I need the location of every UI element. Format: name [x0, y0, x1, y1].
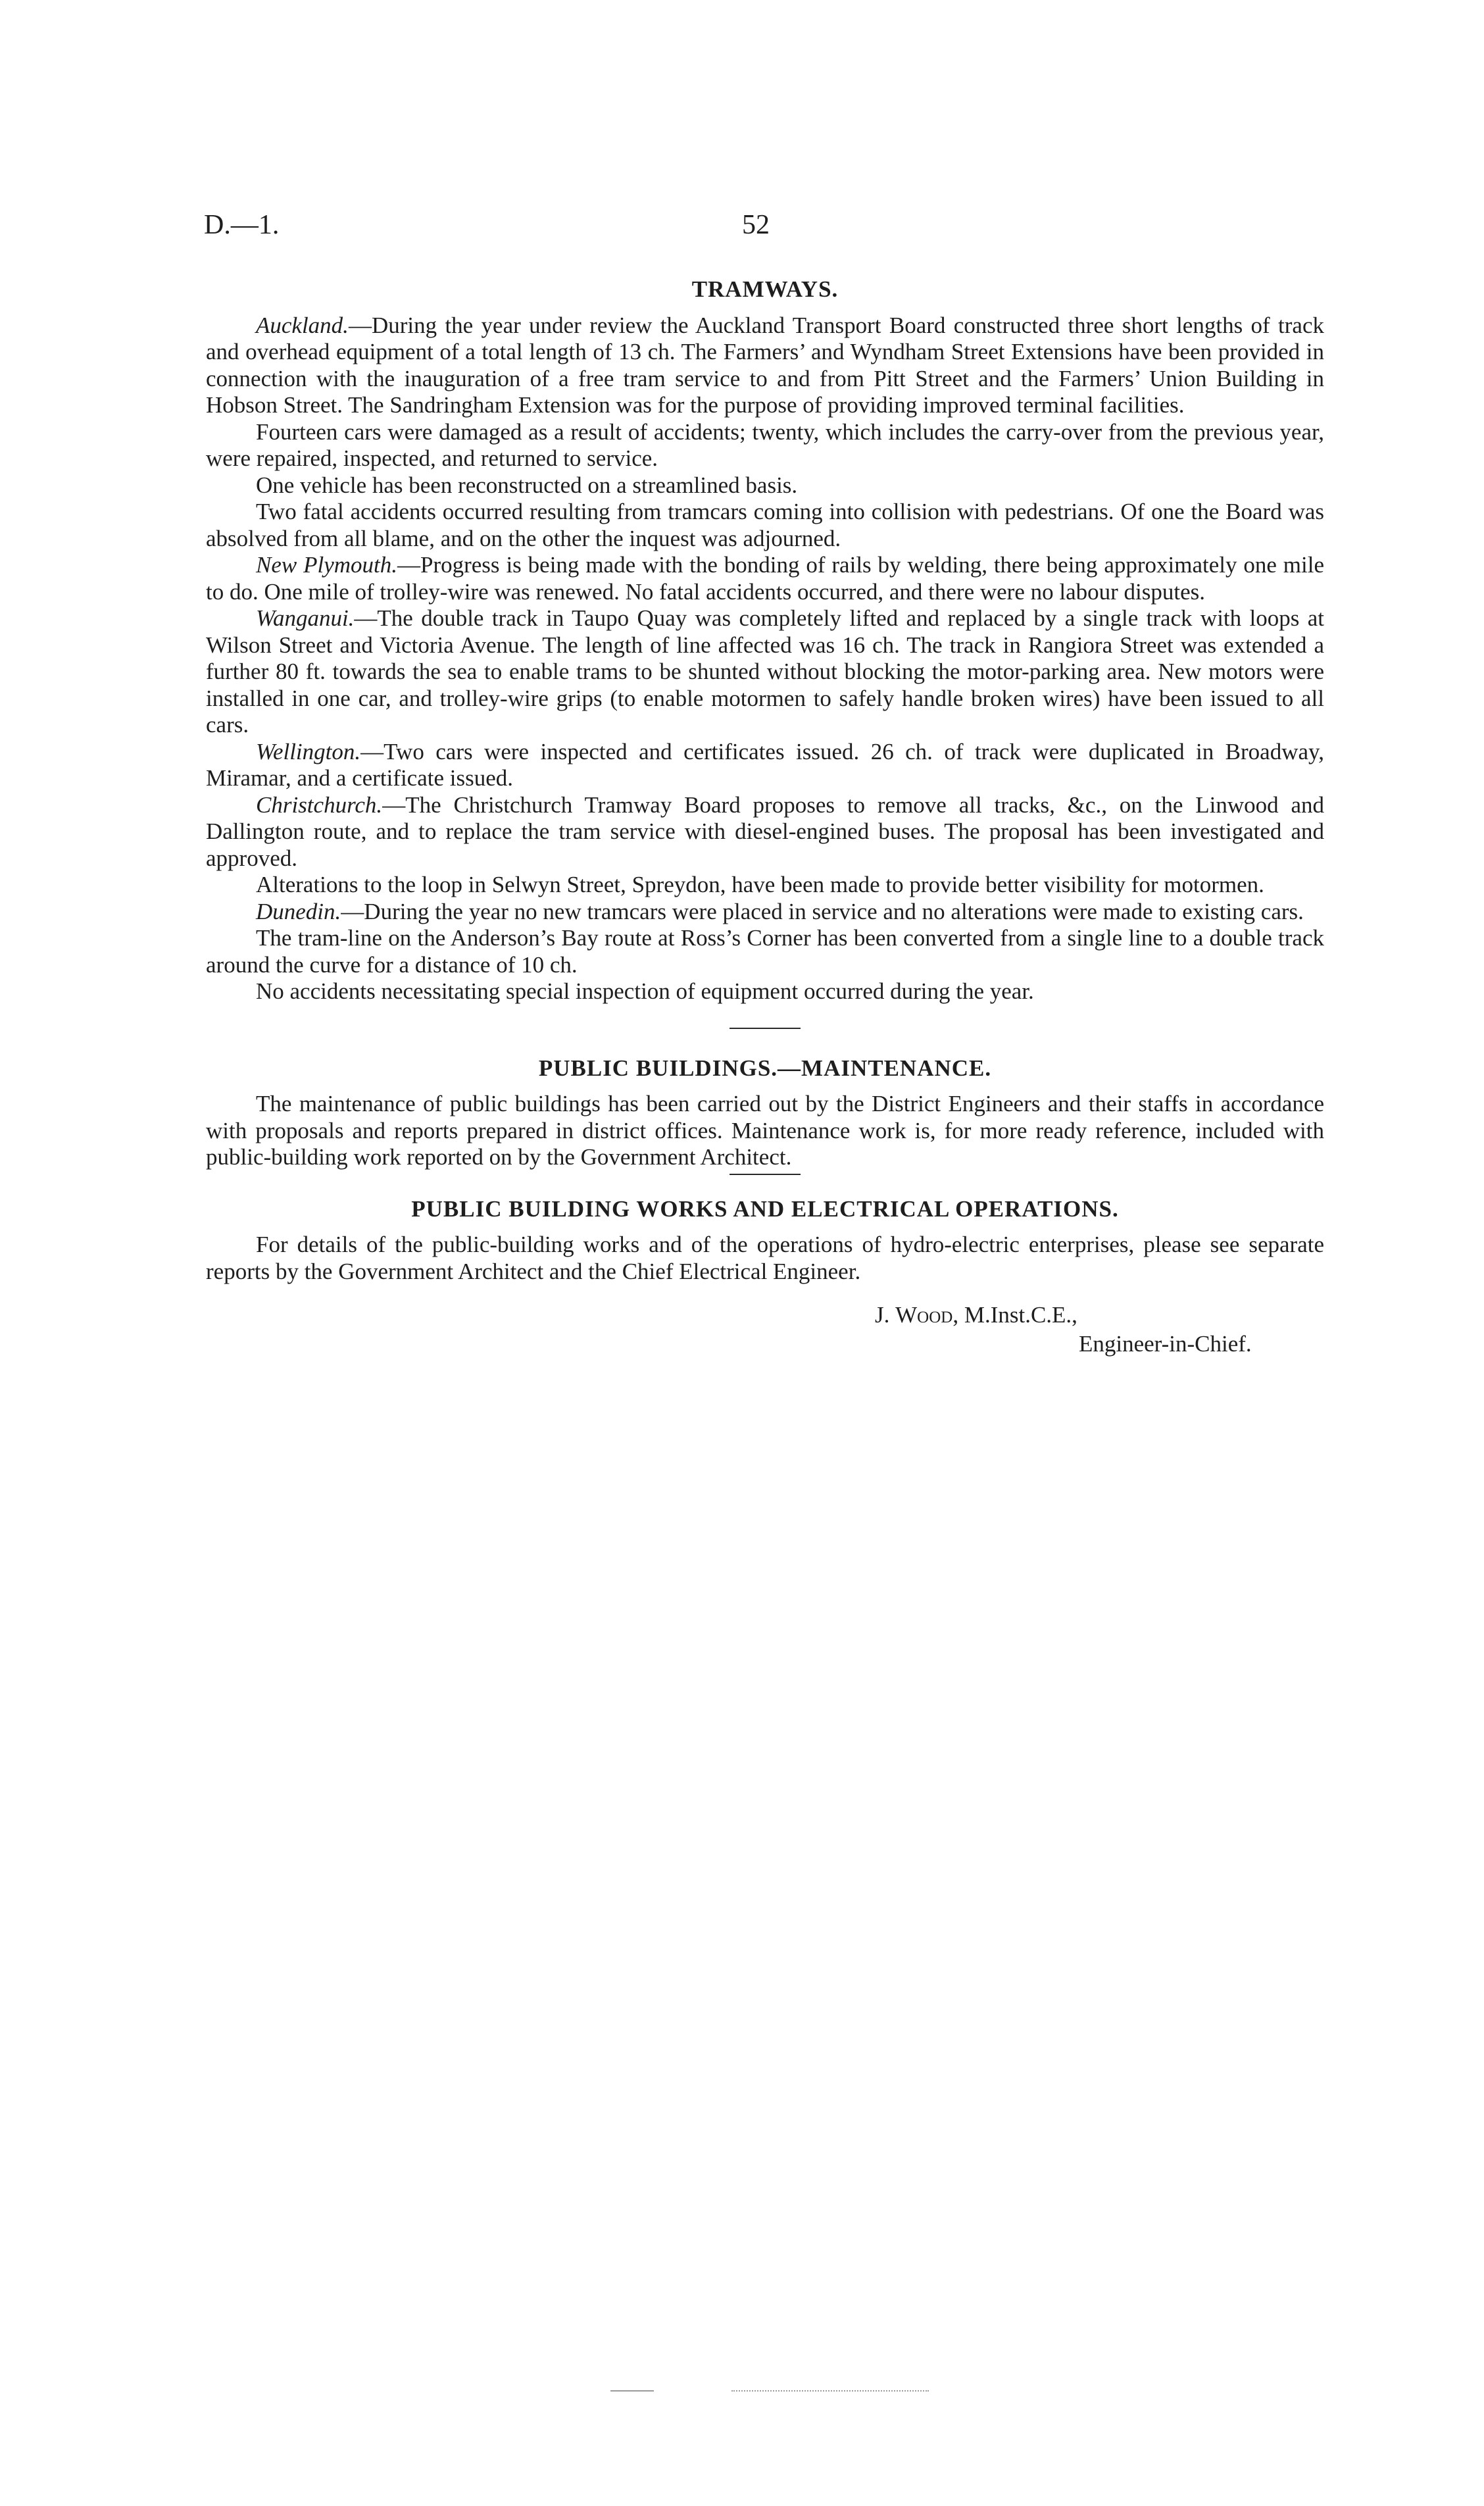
- wanganui-text: —The double track in Taupo Quay was completely lifted and replaced by a single track with loops at Wilson Street and Victoria Avenue. The length of line affected was 16 ch. The track in Rangiora Street was extended a further 80 ft. towards the sea to enable trams to be shunted without blocking the motor-parking area. New motors were installed in one car, and trolley-wire grips (to enable motormen to safely handle broken wires) have been issued to all cars.: [206, 605, 1324, 738]
- signature-title: Engineer-in-Chief.: [1079, 1331, 1252, 1357]
- place-dunedin: Dunedin.: [256, 898, 341, 924]
- auckland-fatal-paragraph: Two fatal accidents occurred resulting from tramcars coming into collision with pedestrians. Of one the Board was absolved from all blame, and on the other the inquest was adjourned.: [206, 499, 1324, 551]
- dunedin-text: —During the year no new tramcars were placed in service and no alterations were made to existing cars.: [341, 898, 1304, 924]
- building-works-paragraph: For details of the public-building works and of the operations of hydro-electric enterprises, please see separate reports by the Government Architect and the Chief Electrical Engineer.: [206, 1232, 1324, 1284]
- place-christchurch: Christchurch.: [256, 791, 383, 818]
- place-wellington: Wellington.: [256, 738, 361, 764]
- dunedin-accidents-paragraph: No accidents necessitating special inspection of equipment occurred during the year.: [256, 978, 1034, 1004]
- place-new-plymouth: New Plymouth.: [256, 552, 397, 578]
- page-number: 52: [742, 210, 770, 240]
- auckland-paragraph: [206, 313, 1324, 419]
- page-reference: D.—1.: [204, 210, 280, 240]
- auckland-vehicle-paragraph: One vehicle has been reconstructed on a streamlined basis.: [256, 472, 798, 498]
- document-body: [206, 276, 1324, 1361]
- new-plymouth-paragraph: [206, 552, 1324, 605]
- signature-block: [206, 1302, 1324, 1361]
- section-divider: [730, 1174, 801, 1175]
- christchurch-loop-paragraph: Alterations to the loop in Selwyn Street, Spreydon, have been made to provide better visibility for motormen.: [256, 872, 1264, 897]
- footer-rule: [610, 2390, 654, 2392]
- christchurch-text: —The Christchurch Tramway Board proposes to remove all tracks, &c., on the Linwood and Dallington route, and to replace the tram service with diesel-engined buses. The proposal has been investigated and approved.: [206, 791, 1324, 871]
- signature-initial: J.: [875, 1302, 896, 1328]
- public-buildings-paragraph: The maintenance of public buildings has been carried out by the District Engineers and their staffs in accordance with proposals and reports prepared in district offices. Maintenance work is, for more ready reference, included with public-building work reported on by the Government Architect.: [206, 1091, 1324, 1170]
- place-auckland: Auckland.: [256, 312, 349, 338]
- auckland-text: —During the year under review the Auckland Transport Board constructed three short lengths of track and overhead equipment of a total length of 13 ch. The Farmers’ and Wyndham Street Extensions have been provided in connection with the inauguration of a free tram service to and from Pitt Street and the Farmers’ Union Building in Hobson Street. The Sandringham Extension was for the purpose of providing improved terminal facilities.: [206, 312, 1324, 418]
- christchurch-paragraph: [206, 792, 1324, 872]
- wellington-paragraph: [206, 739, 1324, 792]
- wellington-text: —Two cars were inspected and certificates issued. 26 ch. of track were duplicated in Broadway, Miramar, and a certificate issued.: [206, 738, 1324, 791]
- new-plymouth-text: —Progress is being made with the bonding of rails by welding, there being approximately one mile to do. One mile of trolley-wire was renewed. No fatal accidents occurred, and there were no labour disputes.: [206, 552, 1324, 605]
- building-works-heading: PUBLIC BUILDING WORKS AND ELECTRICAL OPERATIONS.: [411, 1195, 1119, 1222]
- auckland-accidents-paragraph: Fourteen cars were damaged as a result of accidents; twenty, which includes the carry-over from the previous year, were repaired, inspected, and returned to service.: [206, 418, 1324, 471]
- dunedin-tramline-paragraph: The tram-line on the Anderson’s Bay route at Ross’s Corner has been converted from a single line to a double track around the curve for a distance of 10 ch.: [206, 925, 1324, 978]
- section-divider: [730, 1028, 801, 1029]
- signature-name: [875, 1302, 1077, 1329]
- footer-rule: [731, 2390, 929, 2392]
- signature-qualification: , M.Inst.C.E.,: [952, 1302, 1077, 1328]
- place-wanganui: Wanganui.: [256, 605, 355, 631]
- public-buildings-heading: PUBLIC BUILDINGS.—MAINTENANCE.: [538, 1055, 992, 1081]
- wanganui-paragraph: [206, 605, 1324, 739]
- dunedin-paragraph: [206, 899, 1324, 926]
- tramways-heading: TRAMWAYS.: [691, 276, 839, 302]
- signature-surname: Wood: [895, 1302, 953, 1328]
